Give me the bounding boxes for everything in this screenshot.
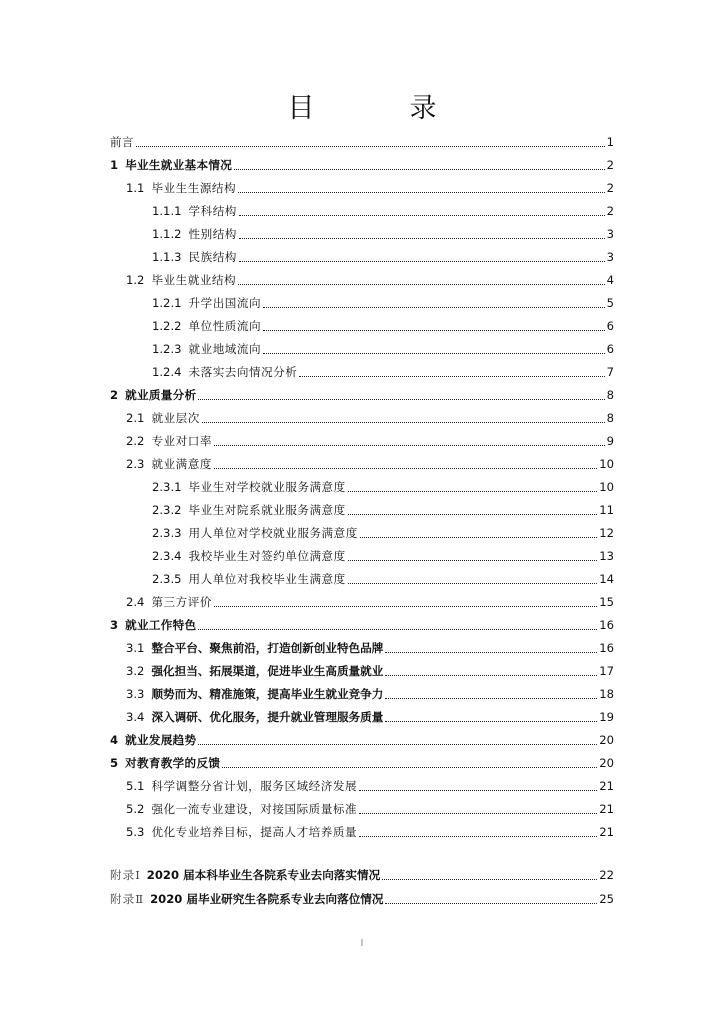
toc-entry-label: 我校毕业生对签约单位满意度 bbox=[188, 549, 346, 563]
toc-entry[interactable] bbox=[152, 542, 614, 564]
toc-entry-label: 毕业生对院系就业服务满意度 bbox=[188, 503, 346, 517]
toc-entry[interactable] bbox=[152, 335, 614, 357]
toc-entry-page: 20 bbox=[599, 733, 614, 747]
toc-entry-number: 3.2 bbox=[126, 664, 145, 678]
toc-entry-label: 就业地域流向 bbox=[188, 342, 262, 356]
toc-entry-number: 1.2.4 bbox=[152, 365, 182, 379]
toc-entry-label: 学科结构 bbox=[188, 204, 237, 218]
toc-entry[interactable] bbox=[110, 726, 614, 748]
toc-entry-page: 12 bbox=[599, 526, 614, 540]
toc-entry-label: 整合平台、聚焦前沿，打造创新创业特色品牌 bbox=[151, 641, 384, 655]
toc-entry[interactable] bbox=[152, 243, 614, 265]
toc-entry-number: 2.4 bbox=[126, 595, 145, 609]
toc-entry[interactable] bbox=[152, 358, 614, 380]
toc-leader bbox=[202, 422, 605, 423]
toc-leader bbox=[239, 238, 605, 239]
toc-entry-label: 就业质量分析 bbox=[125, 388, 197, 402]
toc-entry[interactable] bbox=[110, 611, 614, 633]
toc-entry-page: 14 bbox=[599, 572, 614, 586]
toc-entry[interactable] bbox=[152, 496, 614, 518]
toc-entry-label: 毕业生对学校就业服务满意度 bbox=[188, 480, 346, 494]
toc-leader bbox=[238, 192, 604, 193]
toc-entry-number: 1.1.1 bbox=[152, 204, 182, 218]
appendix-entry[interactable] bbox=[110, 861, 614, 883]
toc-entry-label: 未落实去向情况分析 bbox=[188, 365, 298, 379]
toc-entry-number: 1.1 bbox=[126, 181, 145, 195]
toc-entry-number: 1.1.2 bbox=[152, 227, 182, 241]
toc-entry-label: 毕业生生源结构 bbox=[151, 181, 237, 195]
toc-entry-page: 17 bbox=[599, 664, 614, 678]
appendix-entry[interactable] bbox=[110, 885, 614, 907]
toc-leader bbox=[385, 721, 597, 722]
toc-entry-page: 10 bbox=[599, 457, 614, 471]
toc-entry-number: 1 bbox=[110, 158, 119, 172]
toc-leader bbox=[222, 767, 597, 768]
toc-entry-page: 2 bbox=[606, 181, 614, 195]
toc-entry-page: 9 bbox=[606, 434, 614, 448]
toc-entry-label: 民族结构 bbox=[188, 250, 237, 264]
toc-leader bbox=[348, 560, 598, 561]
toc-entry[interactable] bbox=[126, 680, 614, 702]
toc-entry-label: 毕业生就业基本情况 bbox=[125, 158, 233, 172]
toc-entry-label: 强化担当、拓展渠道，促进毕业生高质量就业 bbox=[151, 664, 384, 678]
toc-leader bbox=[214, 468, 597, 469]
toc-entry-label: 性别结构 bbox=[188, 227, 237, 241]
toc-leader bbox=[239, 215, 605, 216]
toc-entry[interactable] bbox=[110, 381, 614, 403]
toc-entry-number: 3.3 bbox=[126, 687, 145, 701]
toc-leader bbox=[360, 537, 597, 538]
toc-leader bbox=[214, 445, 605, 446]
toc-leader bbox=[348, 583, 598, 584]
toc-entry-number: 5 bbox=[110, 756, 119, 770]
toc-leader bbox=[385, 903, 597, 904]
toc-leader bbox=[348, 491, 598, 492]
toc-entry-label: 专业对口率 bbox=[151, 434, 212, 448]
toc-leader bbox=[385, 675, 597, 676]
toc-entry-number: 3.1 bbox=[126, 641, 145, 655]
toc-leader bbox=[198, 744, 597, 745]
toc-leader bbox=[359, 813, 597, 814]
toc-entry-label: 顺势而为、精准施策，提高毕业生就业竞争力 bbox=[151, 687, 384, 701]
toc-entry[interactable] bbox=[126, 266, 614, 288]
toc-entry[interactable] bbox=[126, 634, 614, 656]
toc-entry-page: 8 bbox=[606, 388, 614, 402]
toc-leader bbox=[382, 879, 597, 880]
toc-entry-page: 13 bbox=[599, 549, 614, 563]
toc-entry-page: 5 bbox=[606, 296, 614, 310]
toc-entry-label: 优化专业培养目标，提高人才培养质量 bbox=[151, 825, 358, 839]
toc-leader bbox=[359, 790, 597, 791]
toc-entry-number: 2.1 bbox=[126, 411, 145, 425]
toc-entry-label: 深入调研、优化服务，提升就业管理服务质量 bbox=[151, 710, 384, 724]
toc-entry-number: 4 bbox=[110, 733, 119, 747]
toc-entry-page: 3 bbox=[606, 227, 614, 241]
toc-entry-page: 16 bbox=[599, 618, 614, 632]
toc-entry-label: 就业层次 bbox=[151, 411, 200, 425]
toc-entry[interactable] bbox=[126, 404, 614, 426]
toc-entry-page: 3 bbox=[606, 250, 614, 264]
toc-entry[interactable] bbox=[126, 427, 614, 449]
toc-entry-page: 21 bbox=[599, 802, 614, 816]
toc-entry-page: 18 bbox=[599, 687, 614, 701]
toc-entry-page: 20 bbox=[599, 756, 614, 770]
toc-entry-label: 科学调整分省计划，服务区域经济发展 bbox=[151, 779, 358, 793]
toc-entry[interactable] bbox=[152, 220, 614, 242]
toc-entry-label: 前言 bbox=[110, 135, 134, 149]
toc-leader bbox=[136, 146, 605, 147]
toc-entry-label: 用人单位对学校就业服务满意度 bbox=[188, 526, 358, 540]
toc-leader bbox=[239, 261, 605, 262]
toc-entry-page: 2 bbox=[606, 204, 614, 218]
toc-entry-number: 5.2 bbox=[126, 802, 145, 816]
toc-leader bbox=[385, 698, 597, 699]
toc-leader bbox=[263, 353, 605, 354]
toc-entry-page: 6 bbox=[606, 342, 614, 356]
toc-entry-page: 1 bbox=[606, 135, 614, 149]
toc-entry-label: 就业工作特色 bbox=[125, 618, 197, 632]
toc-entry[interactable] bbox=[110, 128, 614, 150]
toc-entry-page: 15 bbox=[599, 595, 614, 609]
toc-entry[interactable] bbox=[152, 197, 614, 219]
toc-entry-page: 8 bbox=[606, 411, 614, 425]
appendix-page: 22 bbox=[599, 868, 614, 882]
appendix-page: 25 bbox=[599, 892, 614, 906]
toc-entry[interactable] bbox=[152, 312, 614, 334]
toc-entry[interactable] bbox=[152, 565, 614, 587]
toc-entry[interactable] bbox=[126, 795, 614, 817]
toc-entry-page: 21 bbox=[599, 779, 614, 793]
toc-entry-number: 2.3.5 bbox=[152, 572, 182, 586]
toc-leader bbox=[263, 307, 605, 308]
toc-entry-label: 毕业生就业结构 bbox=[151, 273, 237, 287]
toc-leader bbox=[214, 606, 597, 607]
toc-entry[interactable] bbox=[126, 703, 614, 725]
appendix-prefix: 附录Ⅱ bbox=[110, 892, 145, 906]
appendix-prefix: 附录Ⅰ bbox=[110, 868, 141, 882]
toc-entry-page: 19 bbox=[599, 710, 614, 724]
toc-entry-number: 5.1 bbox=[126, 779, 145, 793]
appendix-label: 2020 届毕业研究生各院系专业去向落位情况 bbox=[150, 892, 384, 906]
toc-entry-number: 1.2.3 bbox=[152, 342, 182, 356]
toc-entry-number: 3 bbox=[110, 618, 119, 632]
toc-entry-number: 2.3.4 bbox=[152, 549, 182, 563]
toc-entry-label: 对教育教学的反馈 bbox=[125, 756, 221, 770]
toc-leader bbox=[238, 284, 604, 285]
toc-entry[interactable] bbox=[152, 519, 614, 541]
toc-leader bbox=[348, 514, 598, 515]
toc-entry-number: 2.2 bbox=[126, 434, 145, 448]
toc-entry-page: 16 bbox=[599, 641, 614, 655]
toc-entry-number: 5.3 bbox=[126, 825, 145, 839]
toc-entry-number: 1.2 bbox=[126, 273, 145, 287]
toc-entry-page: 10 bbox=[599, 480, 614, 494]
toc-entry-label: 就业满意度 bbox=[151, 457, 212, 471]
toc-entry[interactable] bbox=[126, 657, 614, 679]
toc-entry-number: 2 bbox=[110, 388, 119, 402]
toc-entry-label: 升学出国流向 bbox=[188, 296, 262, 310]
toc-entry-page: 21 bbox=[599, 825, 614, 839]
toc-leader bbox=[359, 836, 597, 837]
toc-entry[interactable] bbox=[110, 749, 614, 771]
toc-entry-page: 6 bbox=[606, 319, 614, 333]
toc-entry-number: 1.1.3 bbox=[152, 250, 182, 264]
toc-entry-label: 用人单位对我校毕业生满意度 bbox=[188, 572, 346, 586]
toc-entry[interactable] bbox=[152, 473, 614, 495]
toc-leader bbox=[263, 330, 605, 331]
toc-entry-number: 2.3.1 bbox=[152, 480, 182, 494]
toc-entry[interactable] bbox=[126, 174, 614, 196]
toc-entry-number: 2.3 bbox=[126, 457, 145, 471]
page-title: 目 录 bbox=[287, 93, 471, 124]
toc-entry-label: 就业发展趋势 bbox=[125, 733, 197, 747]
appendix-label: 2020 届本科毕业生各院系专业去向落实情况 bbox=[146, 868, 381, 882]
page-number-footer: I bbox=[360, 938, 364, 949]
toc-entry-page: 7 bbox=[606, 365, 614, 379]
toc-entry[interactable] bbox=[126, 772, 614, 794]
toc-entry-label: 第三方评价 bbox=[151, 595, 212, 609]
toc-leader bbox=[198, 629, 597, 630]
toc-entry-number: 3.4 bbox=[126, 710, 145, 724]
toc-entry[interactable] bbox=[126, 450, 614, 472]
toc-entry[interactable] bbox=[152, 289, 614, 311]
toc-entry-page: 2 bbox=[606, 158, 614, 172]
toc-leader bbox=[299, 376, 604, 377]
toc-leader bbox=[385, 652, 597, 653]
toc-leader bbox=[234, 169, 604, 170]
toc-entry[interactable] bbox=[126, 588, 614, 610]
toc-entry-label: 单位性质流向 bbox=[188, 319, 262, 333]
toc-entry-label: 强化一流专业建设，对接国际质量标准 bbox=[151, 802, 358, 816]
toc-leader bbox=[198, 399, 604, 400]
toc-entry-number: 1.2.1 bbox=[152, 296, 182, 310]
toc-entry-page: 11 bbox=[599, 503, 614, 517]
toc-entry-number: 2.3.3 bbox=[152, 526, 182, 540]
toc-entry-number: 2.3.2 bbox=[152, 503, 182, 517]
toc-entry-number: 1.2.2 bbox=[152, 319, 182, 333]
toc-entry[interactable] bbox=[110, 151, 614, 173]
toc-entry-page: 4 bbox=[606, 273, 614, 287]
toc-entry[interactable] bbox=[126, 818, 614, 840]
